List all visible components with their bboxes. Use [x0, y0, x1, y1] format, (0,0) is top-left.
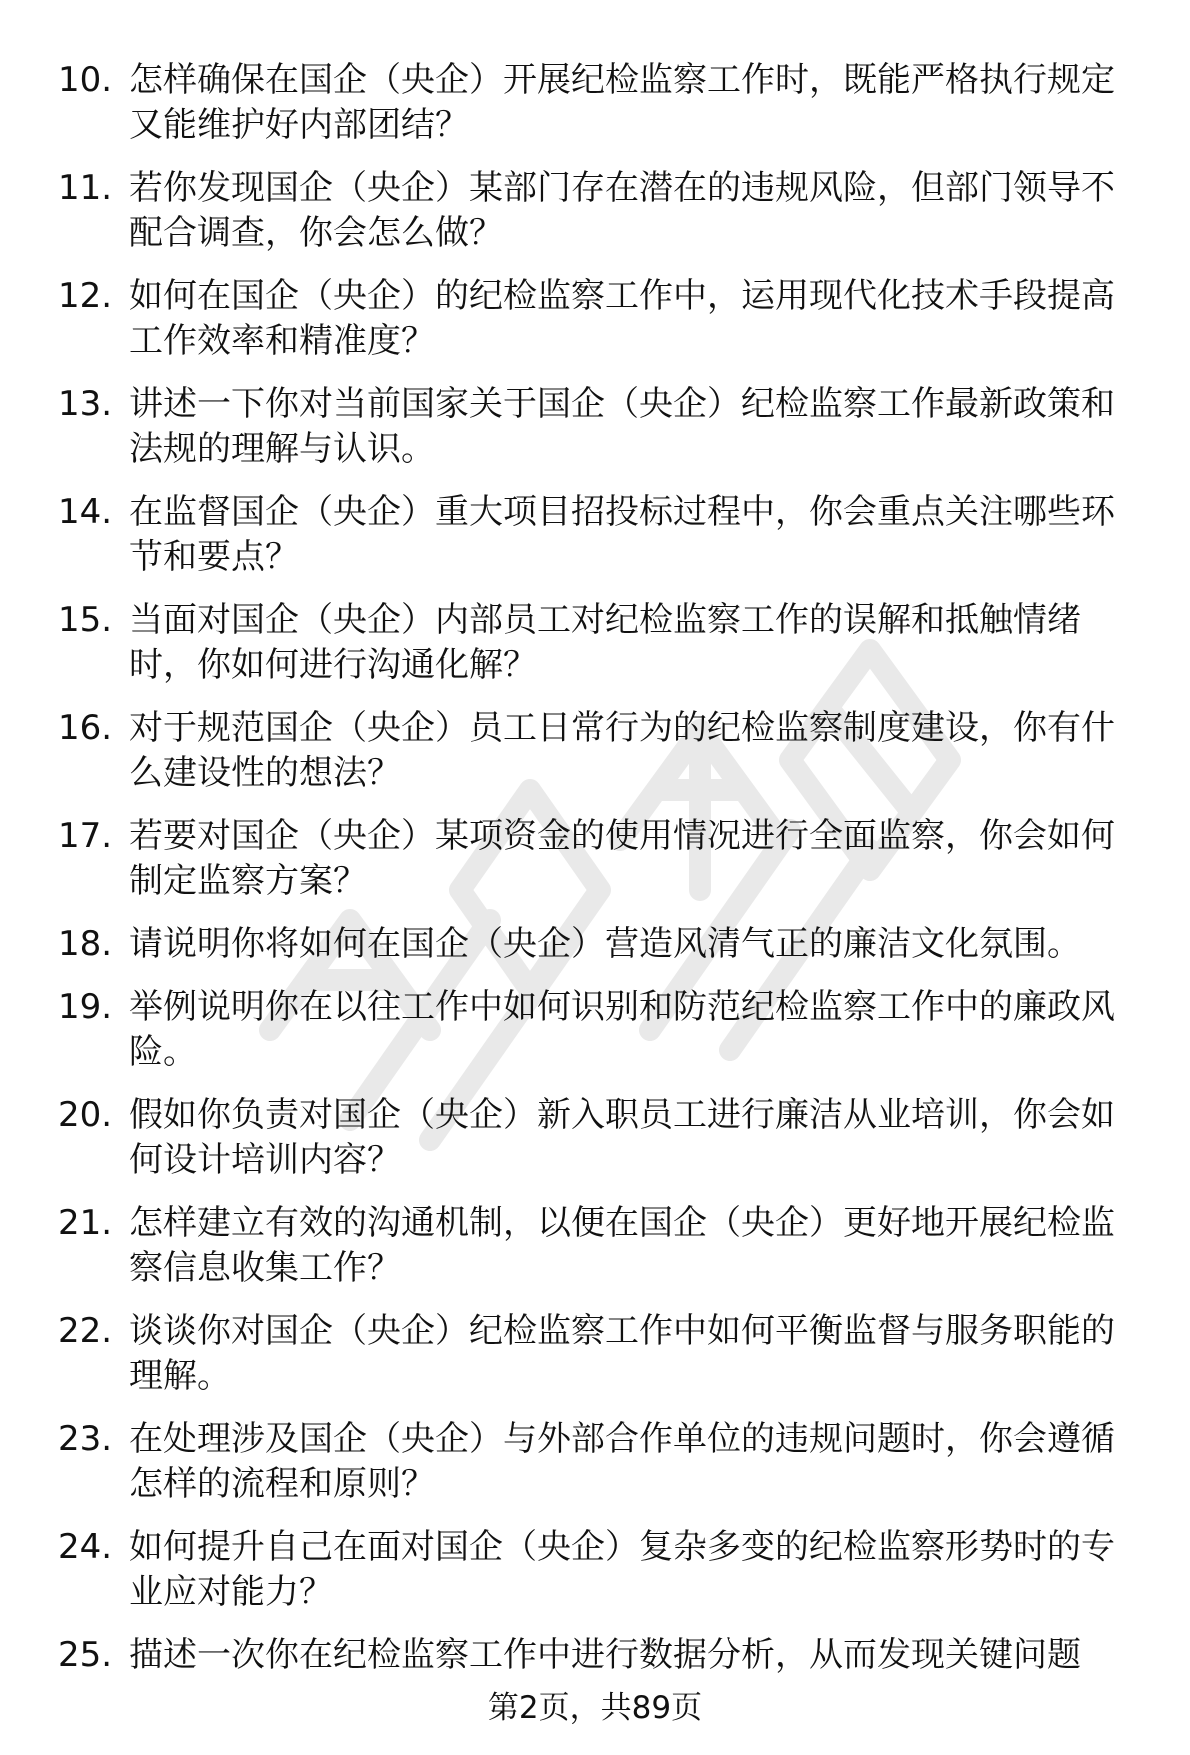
- question-text: 描述一次你在纪检监察工作中进行数据分析，从而发现关键问题: [129, 1635, 1081, 1675]
- question-text: 如何提升自己在面对国企（央企）复杂多变的纪检监察形势时的专业应对能力？: [129, 1527, 1115, 1612]
- question-text: 谈谈你对国企（央企）纪检监察工作中如何平衡监督与服务职能的理解。: [129, 1311, 1115, 1396]
- question-text: 在监督国企（央企）重大项目招投标过程中，你会重点关注哪些环节和要点？: [129, 492, 1115, 577]
- list-item: [0, 1093, 1190, 1201]
- question-number: 14.: [58, 492, 113, 532]
- question-text: 若你发现国企（央企）某部门存在潜在的违规风险，但部门领导不配合调查，你会怎么做？: [129, 168, 1115, 253]
- question-number: 17.: [58, 816, 113, 856]
- page-number: 第2页，共89页: [487, 1690, 703, 1726]
- question-number: 19.: [58, 987, 113, 1027]
- list-item: [0, 1525, 1190, 1633]
- list-item: [0, 274, 1190, 382]
- question-text: 怎样确保在国企（央企）开展纪检监察工作时，既能严格执行规定又能维护好内部团结？: [129, 60, 1115, 145]
- question-number: 12.: [58, 276, 113, 316]
- question-text: 请说明你将如何在国企（央企）营造风清气正的廉洁文化氛围。: [129, 924, 1081, 964]
- question-number: 10.: [58, 60, 113, 100]
- list-item: [0, 382, 1190, 490]
- question-number: 18.: [58, 924, 113, 964]
- list-item: [0, 1201, 1190, 1309]
- list-item: [0, 598, 1190, 706]
- question-number: 20.: [58, 1095, 113, 1135]
- question-number: 23.: [58, 1419, 113, 1459]
- list-item: [0, 1417, 1190, 1525]
- question-number: 16.: [58, 708, 113, 748]
- list-item: [0, 985, 1190, 1093]
- question-number: 22.: [58, 1311, 113, 1351]
- question-number: 13.: [58, 384, 113, 424]
- question-text: 在处理涉及国企（央企）与外部合作单位的违规问题时，你会遵循怎样的流程和原则？: [129, 1419, 1115, 1504]
- list-item: [0, 58, 1190, 166]
- question-text: 假如你负责对国企（央企）新入职员工进行廉洁从业培训，你会如何设计培训内容？: [129, 1095, 1115, 1180]
- question-text: 讲述一下你对当前国家关于国企（央企）纪检监察工作最新政策和法规的理解与认识。: [129, 384, 1115, 469]
- question-text: 当面对国企（央企）内部员工对纪检监察工作的误解和抵触情绪时，你如何进行沟通化解？: [129, 600, 1081, 685]
- question-text: 对于规范国企（央企）员工日常行为的纪检监察制度建设，你有什么建设性的想法？: [129, 708, 1115, 793]
- question-text: 举例说明你在以往工作中如何识别和防范纪检监察工作中的廉政风险。: [129, 987, 1115, 1072]
- question-text: 若要对国企（央企）某项资金的使用情况进行全面监察，你会如何制定监察方案？: [129, 816, 1115, 901]
- list-item: [0, 922, 1190, 985]
- question-text: 如何在国企（央企）的纪检监察工作中，运用现代化技术手段提高工作效率和精准度？: [129, 276, 1115, 361]
- question-number: 25.: [58, 1635, 113, 1675]
- question-number: 15.: [58, 600, 113, 640]
- question-number: 11.: [58, 168, 113, 208]
- list-item: [0, 1309, 1190, 1417]
- list-item: [0, 814, 1190, 922]
- question-number: 24.: [58, 1527, 113, 1567]
- question-text: 怎样建立有效的沟通机制，以便在国企（央企）更好地开展纪检监察信息收集工作？: [129, 1203, 1115, 1288]
- question-number: 21.: [58, 1203, 113, 1243]
- question-list: [0, 58, 1190, 1696]
- list-item: [0, 490, 1190, 598]
- list-item: [0, 706, 1190, 814]
- list-item: [0, 166, 1190, 274]
